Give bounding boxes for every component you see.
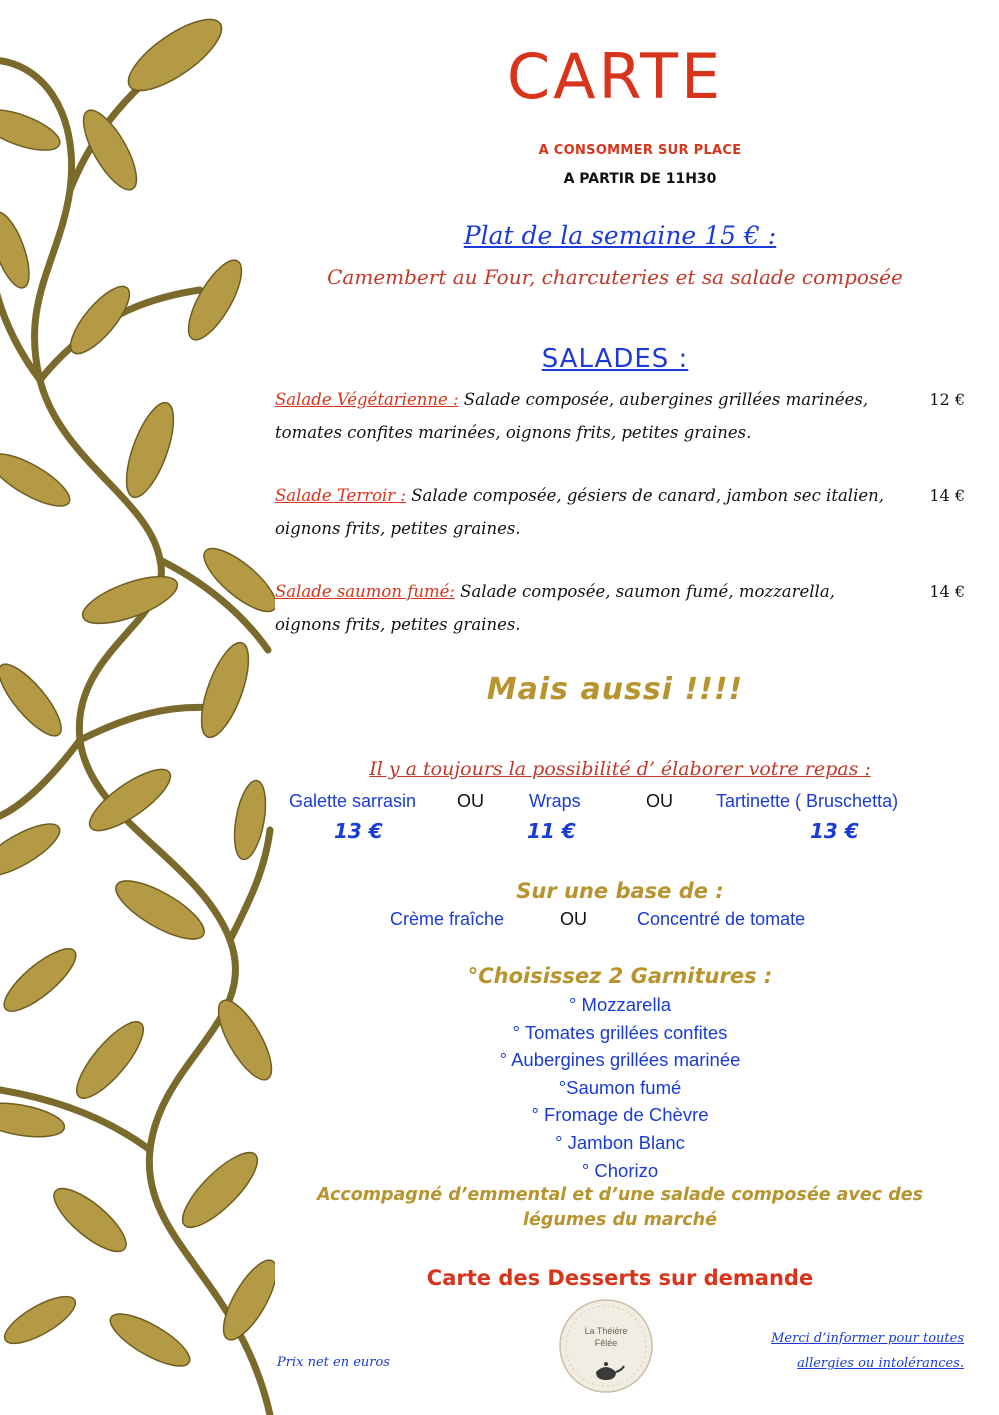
option-tartinette-price: 13 € [810,819,859,843]
or-label: OU [560,909,587,929]
salad-item [275,479,895,545]
garnish-item: °Saumon fumé [558,1077,682,1098]
week-dish-description: Camembert au Four, charcuteries et sa salade composée [327,265,903,289]
mais-aussi-heading: Mais aussi !!!! [486,672,744,707]
garnish-item: ° Tomates grillées confites [512,1022,728,1043]
subtitle-on-site: A CONSOMMER SUR PLACE [538,143,742,158]
option-wraps: Wraps [529,791,581,811]
garnish-title: °Choisissez 2 Garnitures : [467,964,773,988]
salad-item [275,383,895,449]
salad-price: 14 € [929,486,965,505]
salads-title: SALADES : [541,344,689,374]
garnish-item: ° Jambon Blanc [555,1132,685,1153]
prices-note: Prix net en euros [277,1355,390,1370]
allergy-note [700,1326,964,1376]
accompaniment-note: Accompagné d’emmental et d’une salade composée avec des légumes du marché [316,1185,924,1230]
salad-item [275,575,895,641]
or-label: OU [457,791,484,811]
garnish-item: ° Mozzarella [569,994,671,1015]
desserts-note: Carte des Desserts sur demande [426,1266,814,1290]
logo-text-line2: Fêlée [594,1338,618,1348]
option-tartinette: Tartinette ( Bruschetta) [716,791,899,811]
base-creme: Crème fraîche [390,909,505,929]
salad-desc-line1: Salade composée, aubergines grillées marinées, [458,390,869,409]
salad-desc-line2: tomates confites marinées, oignons frits, petites graines. [275,423,752,442]
base-title: Sur une base de : [516,879,724,903]
base-tomate: Concentré de tomate [637,909,806,929]
garnish-item: ° Chorizo [581,1160,659,1181]
salad-desc-line2: oignons frits, petites graines. [275,519,521,538]
salad-name: Salade Terroir : [275,486,406,505]
option-galette-price: 13 € [334,819,383,843]
week-dish-title: Plat de la semaine 15 € : [463,221,777,250]
option-galette: Galette sarrasin [289,791,417,811]
teapot-logo-icon [558,1298,654,1394]
page-title: CARTE [506,40,724,113]
salad-price: 12 € [929,390,965,409]
vine-decoration [0,0,275,1415]
allergy-line1: Merci d’informer pour toutes [771,1331,964,1346]
garnish-item: ° Fromage de Chèvre [531,1104,709,1125]
subtitle-hours: A PARTIR DE 11H30 [563,171,717,187]
salad-price: 14 € [929,582,965,601]
garnish-item: ° Aubergines grillées marinée [499,1049,741,1070]
salad-name: Salade saumon fumé: [275,582,455,601]
allergy-line2: allergies ou intolérances. [797,1356,964,1371]
salad-desc-line1: Salade composée, saumon fumé, mozzarella, [454,582,835,601]
salad-desc-line1: Salade composée, gésiers de canard, jambon sec italien, [406,486,884,505]
logo-text-line1: La Théière [584,1326,628,1336]
salad-desc-line2: oignons frits, petites graines. [275,615,521,634]
or-label: OU [646,791,673,811]
build-intro: Il y a toujours la possibilité d’ élaborer votre repas : [369,758,871,780]
salad-name: Salade Végétarienne : [275,390,459,409]
option-wraps-price: 11 € [527,819,576,843]
